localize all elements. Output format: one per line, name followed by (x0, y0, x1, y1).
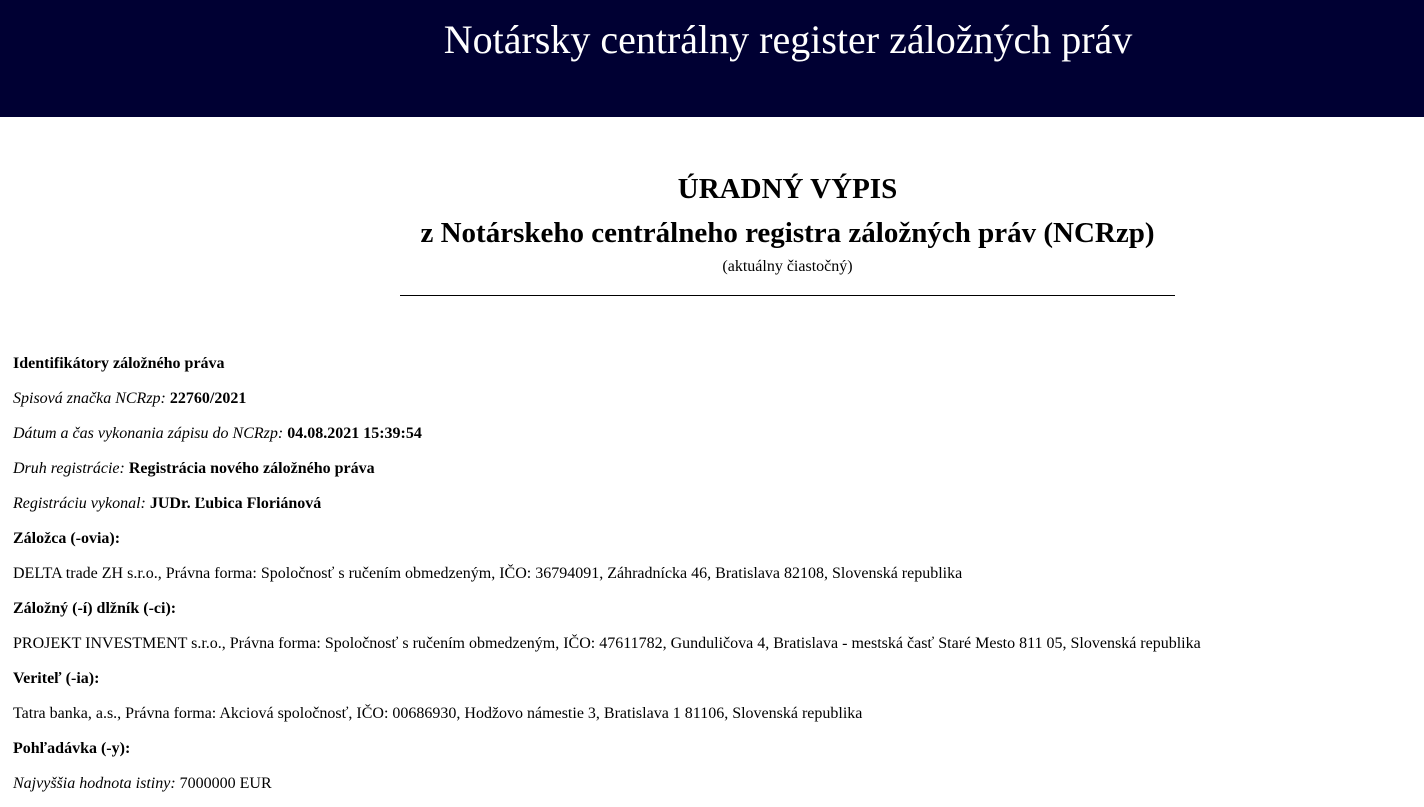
pledgor-heading: Záložca (-ovia): (13, 530, 121, 547)
file-mark-label: Spisová značka NCRzp: (13, 390, 166, 407)
site-header (0, 0, 1424, 117)
document-title: ÚRADNÝ VÝPIS (677, 173, 898, 205)
debtor-heading: Záložný (-í) dlžník (-ci): (13, 600, 177, 617)
record-details (13, 352, 1413, 807)
registered-by-label: Registráciu vykonal: (13, 495, 146, 512)
heading-divider (400, 295, 1175, 296)
document-heading (400, 170, 1175, 277)
pledgor-text: DELTA trade ZH s.r.o., Právna forma: Spoločnosť s ručením obmedzeným, IČO: 36794091, Záhradnícka 46, Bratislava 82108, Slovenská republika (13, 565, 963, 582)
registration-type-row (13, 457, 1413, 492)
identifiers-heading: Identifikátory záložného práva (13, 355, 225, 372)
debtor-text: PROJEKT INVESTMENT s.r.o., Právna forma: Spoločnosť s ručením obmedzeným, IČO: 47611782, Gunduličova 4, Bratislava - mestská časť Staré Mesto 811 05, Slovenská republika (13, 635, 1201, 652)
site-title: Notársky centrálny register záložných práv (443, 17, 1133, 62)
creditor-heading: Veriteľ (-ia): (13, 670, 100, 687)
max-principal-value: 7000000 EUR (179, 775, 272, 792)
registered-by-row (13, 492, 1413, 527)
registration-type-label: Druh registrácie: (13, 460, 125, 477)
datetime-label: Dátum a čas vykonania zápisu do NCRzp: (13, 425, 284, 442)
file-mark-row (13, 387, 1413, 422)
max-principal-label: Najvyššia hodnota istiny: (13, 775, 176, 792)
creditor-text: Tatra banka, a.s., Právna forma: Akciová spoločnosť, IČO: 00686930, Hodžovo námestie 3, Bratislava 1 81106, Slovenská republika (13, 705, 863, 722)
datetime-row (13, 422, 1413, 457)
document-subtitle: z Notárskeho centrálneho registra záložných práv (NCRzp) (420, 217, 1155, 249)
datetime-value: 04.08.2021 15:39:54 (287, 425, 422, 442)
file-mark-value: 22760/2021 (169, 390, 247, 407)
registration-type-value: Registrácia nového záložného práva (128, 460, 375, 477)
document-note: (aktuálny čiastočný) (722, 258, 853, 275)
claim-heading: Pohľadávka (-y): (13, 740, 131, 757)
registered-by-value: JUDr. Ľubica Floriánová (149, 495, 322, 512)
